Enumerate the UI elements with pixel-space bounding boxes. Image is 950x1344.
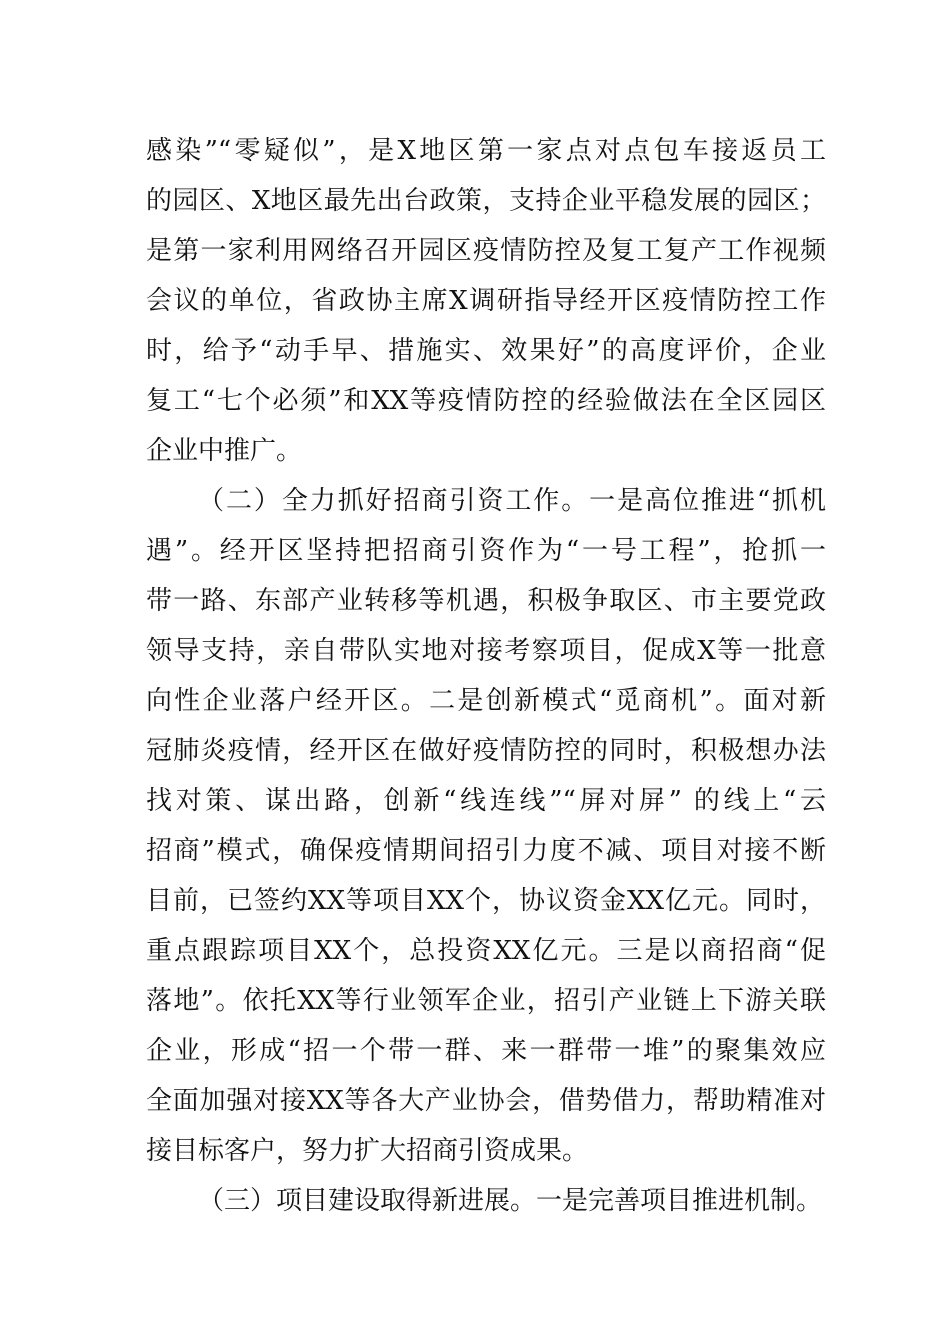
text-line: 落地”。依托XX等行业领军企业，招引产业链上下游关联 (146, 986, 826, 1016)
text-line: 向性企业落户经开区。二是创新模式“觅商机”。面对新 (146, 686, 826, 716)
paragraph-heading-3: （三）项目建设取得新进展。一是完善项目推进机制。 (198, 1186, 823, 1216)
text-line: 接目标客户，努力扩大招商引资成果。 (146, 1136, 589, 1166)
text-line: 带一路、东部产业转移等机遇，积极争取区、市主要党政 (146, 586, 826, 616)
text-line: 时，给予“动手早、措施实、效果好”的高度评价，企业 (146, 336, 826, 366)
text-line: 的园区、X地区最先出台政策，支持企业平稳发展的园区； (146, 186, 826, 216)
text-line: 企业，形成“招一个带一群、来一群带一堆”的聚集效应 (146, 1036, 826, 1066)
text-line: 感染”“零疑似”，是X地区第一家点对点包车接返员工 (146, 136, 826, 166)
text-line: 是第一家利用网络召开园区疫情防控及复工复产工作视频 (146, 236, 826, 266)
text-line: 企业中推广。 (146, 436, 303, 466)
text-line: 目前，已签约XX等项目XX个，协议资金XX亿元。同时， (146, 886, 826, 916)
text-line: 遇”。经开区坚持把招商引资作为“一号工程”，抢抓一 (146, 536, 826, 566)
text-line: 会议的单位，省政协主席X调研指导经开区疫情防控工作 (146, 286, 826, 316)
text-line: 复工“七个必须”和XX等疫情防控的经验做法在全区园区 (146, 386, 826, 416)
text-line: 招商”模式，确保疫情期间招引力度不减、项目对接不断 (146, 836, 826, 866)
body-text (146, 126, 826, 1226)
text-line: 冠肺炎疫情，经开区在做好疫情防控的同时，积极想办法 (146, 736, 826, 766)
text-line: 领导支持，亲自带队实地对接考察项目，促成X等一批意 (146, 636, 826, 666)
text-line: 找对策、谋出路，创新“线连线”“屏对屏” 的线上“云 (146, 786, 826, 816)
text-line: 重点跟踪项目XX个，总投资XX亿元。三是以商招商“促 (146, 936, 826, 966)
text-line: 全面加强对接XX等各大产业协会，借势借力，帮助精准对 (146, 1086, 826, 1116)
paragraph-heading-2: （二）全力抓好招商引资工作。一是高位推进“抓机 (198, 486, 826, 516)
